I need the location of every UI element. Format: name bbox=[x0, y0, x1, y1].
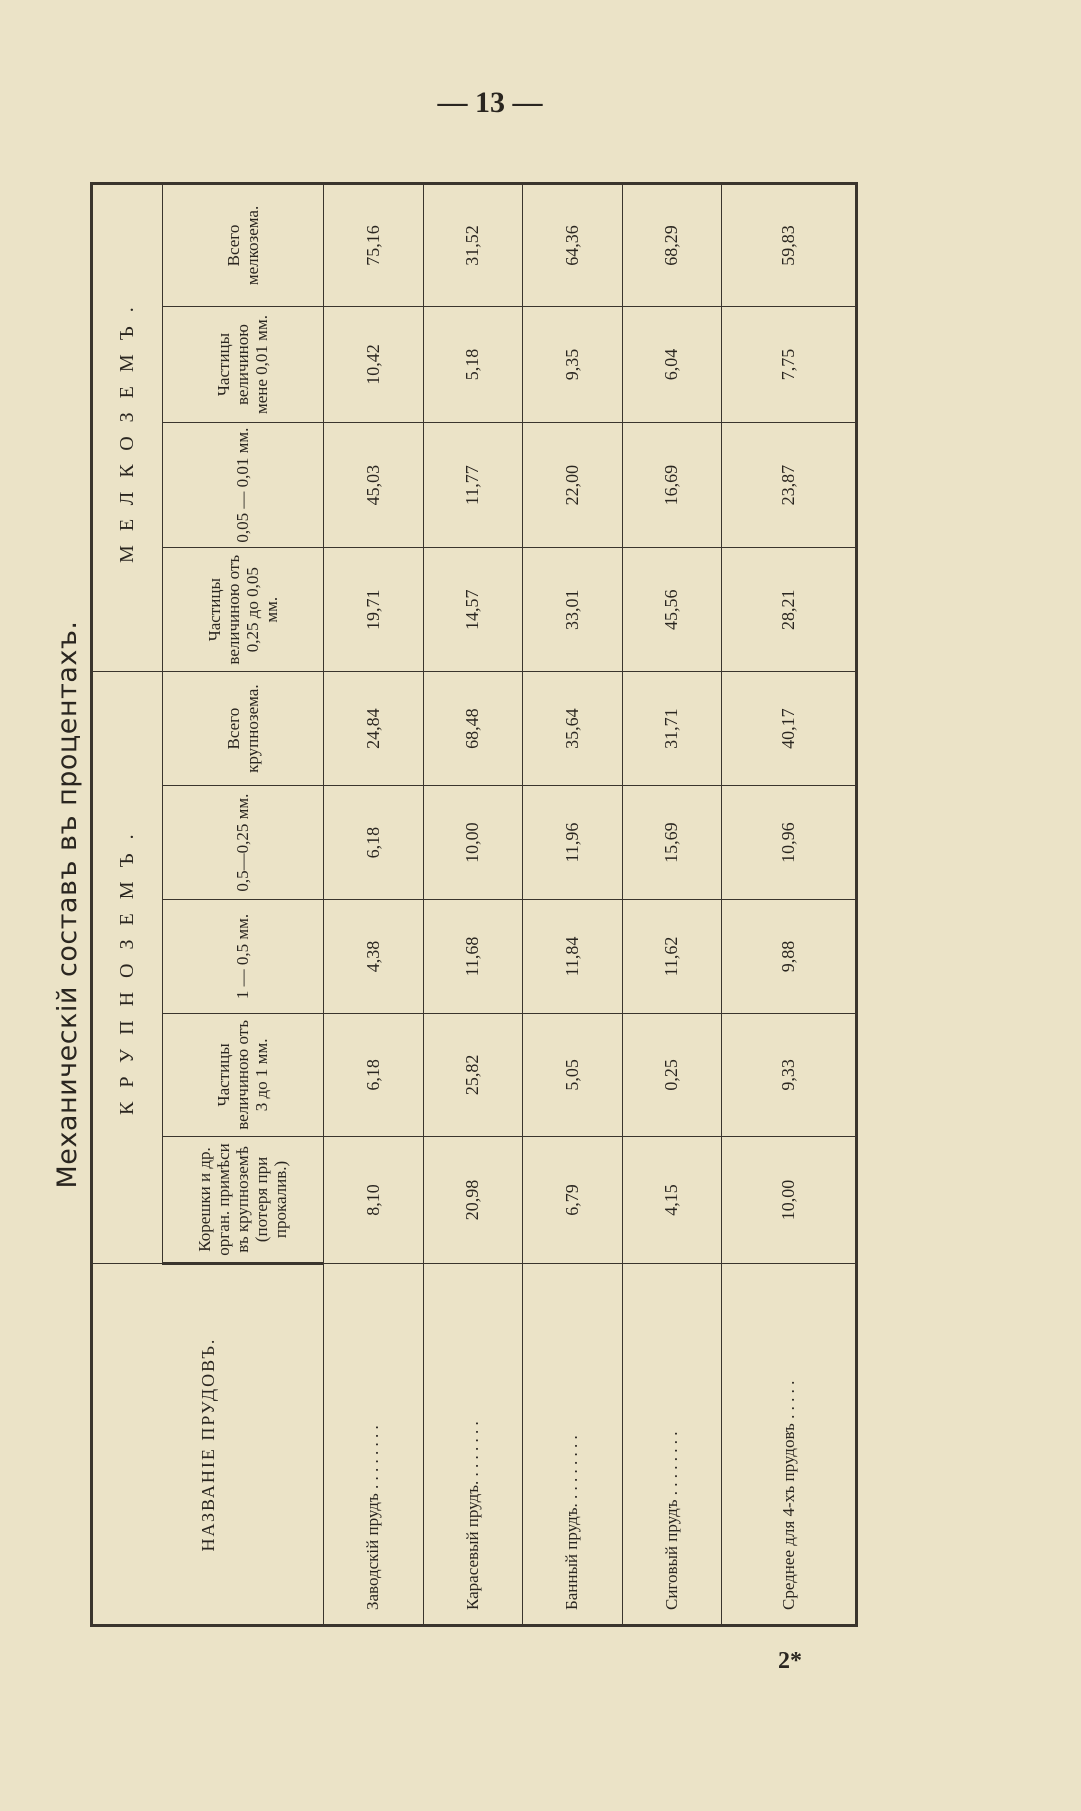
value-cell: 6,18 bbox=[324, 1013, 424, 1136]
value-cell: 5,18 bbox=[423, 306, 523, 422]
pond-name: Банный прудъ. . . . . . . . . bbox=[523, 1264, 623, 1626]
average-value-cell: 7,75 bbox=[722, 306, 857, 422]
column-header: Всего крупнозема. bbox=[162, 672, 324, 786]
value-cell: 16,69 bbox=[622, 423, 722, 548]
pond-name: Заводскій прудъ . . . . . . . . bbox=[324, 1264, 424, 1626]
column-header: Частицы величиною мене 0,01 мм. bbox=[162, 306, 324, 422]
value-cell: 35,64 bbox=[523, 672, 623, 786]
column-header: Частицы величиною отъ 0,25 до 0,05 мм. bbox=[162, 548, 324, 672]
column-header: 0,5—0,25 мм. bbox=[162, 786, 324, 900]
coarse-group-header: КРУПНОЗЕМЪ. bbox=[92, 672, 163, 1264]
value-cell: 6,18 bbox=[324, 786, 424, 900]
value-cell: 11,68 bbox=[423, 900, 523, 1014]
table-row bbox=[324, 184, 424, 1626]
table-row bbox=[622, 184, 722, 1626]
average-value-cell: 9,88 bbox=[722, 900, 857, 1014]
average-value-cell: 28,21 bbox=[722, 548, 857, 672]
value-cell: 19,71 bbox=[324, 548, 424, 672]
group-header-row bbox=[92, 184, 163, 1626]
average-value-cell: 59,83 bbox=[722, 184, 857, 307]
column-header: 1 — 0,5 мм. bbox=[162, 900, 324, 1014]
fine-group-header: МЕЛКОЗЕМЪ. bbox=[92, 184, 163, 672]
value-cell: 11,96 bbox=[523, 786, 623, 900]
value-cell: 4,38 bbox=[324, 900, 424, 1014]
rotated-table-block bbox=[46, 182, 858, 1627]
value-cell: 4,15 bbox=[622, 1136, 722, 1263]
average-value-cell: 9,33 bbox=[722, 1013, 857, 1136]
average-row bbox=[722, 184, 857, 1626]
value-cell: 8,10 bbox=[324, 1136, 424, 1263]
value-cell: 5,05 bbox=[523, 1013, 623, 1136]
average-value-cell: 10,96 bbox=[722, 786, 857, 900]
pond-name: Карасевый прудъ. . . . . . . . bbox=[423, 1264, 523, 1626]
column-header: Частицы величиною отъ 3 до 1 мм. bbox=[162, 1013, 324, 1136]
average-value-cell: 23,87 bbox=[722, 423, 857, 548]
pond-name: Сиговый прудъ . . . . . . . . bbox=[622, 1264, 722, 1626]
value-cell: 25,82 bbox=[423, 1013, 523, 1136]
table-caption: Механическій составъ въ процентахъ. bbox=[52, 620, 83, 1189]
column-header: Всего мелкозема. bbox=[162, 184, 324, 307]
value-cell: 9,35 bbox=[523, 306, 623, 422]
average-value-cell: 10,00 bbox=[722, 1136, 857, 1263]
value-cell: 11,77 bbox=[423, 423, 523, 548]
value-cell: 14,57 bbox=[423, 548, 523, 672]
average-value-cell: 40,17 bbox=[722, 672, 857, 786]
value-cell: 6,04 bbox=[622, 306, 722, 422]
table-row bbox=[423, 184, 523, 1626]
value-cell: 33,01 bbox=[523, 548, 623, 672]
signature-mark: 2* bbox=[778, 1648, 802, 1674]
value-cell: 31,71 bbox=[622, 672, 722, 786]
value-cell: 24,84 bbox=[324, 672, 424, 786]
value-cell: 15,69 bbox=[622, 786, 722, 900]
value-cell: 0,25 bbox=[622, 1013, 722, 1136]
value-cell: 10,42 bbox=[324, 306, 424, 422]
value-cell: 68,29 bbox=[622, 184, 722, 307]
value-cell: 64,36 bbox=[523, 184, 623, 307]
value-cell: 45,03 bbox=[324, 423, 424, 548]
value-cell: 45,56 bbox=[622, 548, 722, 672]
pond-name-header: НАЗВАНІЕ ПРУДОВЪ. bbox=[92, 1264, 324, 1626]
value-cell: 68,48 bbox=[423, 672, 523, 786]
value-cell: 10,00 bbox=[423, 786, 523, 900]
page-number: — 13 — bbox=[437, 86, 543, 119]
average-label: Среднее для 4-хъ прудовъ . . . . . bbox=[722, 1264, 857, 1626]
value-cell: 31,52 bbox=[423, 184, 523, 307]
value-cell: 11,84 bbox=[523, 900, 623, 1014]
column-header: 0,05 — 0,01 мм. bbox=[162, 423, 324, 548]
column-header: Корешки и др. орган. примѣси въ крупноземѣ (потеря при прокалив.) bbox=[162, 1136, 324, 1263]
mechanical-composition-table bbox=[90, 182, 858, 1627]
value-cell: 6,79 bbox=[523, 1136, 623, 1263]
value-cell: 22,00 bbox=[523, 423, 623, 548]
table-row bbox=[523, 184, 623, 1626]
value-cell: 75,16 bbox=[324, 184, 424, 307]
value-cell: 11,62 bbox=[622, 900, 722, 1014]
value-cell: 20,98 bbox=[423, 1136, 523, 1263]
